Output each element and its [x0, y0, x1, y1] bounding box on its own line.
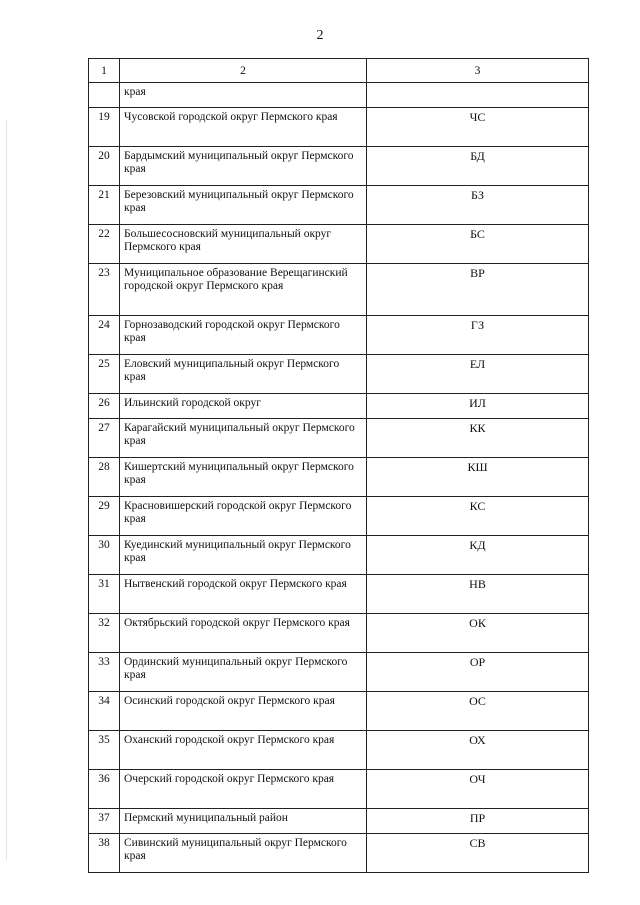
column-header-name: 2: [120, 59, 367, 83]
municipality-name: Пермский муниципальный район: [120, 809, 367, 834]
table-row: [89, 809, 589, 834]
table-row: [89, 614, 589, 653]
municipality-code: ВР: [367, 264, 589, 316]
municipality-code: КД: [367, 536, 589, 575]
municipality-code: ЕЛ: [367, 355, 589, 394]
table-row: [89, 83, 589, 108]
table-row: [89, 536, 589, 575]
table-row: [89, 458, 589, 497]
municipality-name: края: [120, 83, 367, 108]
municipality-name: Красновишерский городской округ Пермского края: [120, 497, 367, 536]
municipality-name: Бардымский муниципальный округ Пермского края: [120, 147, 367, 186]
row-number: 28: [89, 458, 120, 497]
table-row: [89, 394, 589, 419]
row-number: 24: [89, 316, 120, 355]
table-header-row: [89, 59, 589, 83]
column-header-number: 1: [89, 59, 120, 83]
municipality-name: Чусовской городской округ Пермского края: [120, 108, 367, 147]
row-number: 31: [89, 575, 120, 614]
municipality-name: Оханский городской округ Пермского края: [120, 731, 367, 770]
table-row: [89, 834, 589, 873]
row-number: 19: [89, 108, 120, 147]
municipality-code: ОК: [367, 614, 589, 653]
municipality-code: КС: [367, 497, 589, 536]
row-number: 20: [89, 147, 120, 186]
municipality-name: Кишертский муниципальный округ Пермского края: [120, 458, 367, 497]
row-number: [89, 83, 120, 108]
municipality-name: Ильинский городской округ: [120, 394, 367, 419]
table-row: [89, 225, 589, 264]
municipality-code: ГЗ: [367, 316, 589, 355]
row-number: 34: [89, 692, 120, 731]
table-row: [89, 731, 589, 770]
municipality-name: Березовский муниципальный округ Пермского края: [120, 186, 367, 225]
table-row: [89, 355, 589, 394]
municipality-code: НВ: [367, 575, 589, 614]
municipality-code: БД: [367, 147, 589, 186]
row-number: 33: [89, 653, 120, 692]
municipal-codes-table: [88, 58, 589, 873]
municipality-code: ЧС: [367, 108, 589, 147]
row-number: 38: [89, 834, 120, 873]
municipality-name: Осинский городской округ Пермского края: [120, 692, 367, 731]
row-number: 26: [89, 394, 120, 419]
row-number: 36: [89, 770, 120, 809]
municipality-name: Ординский муниципальный округ Пермского края: [120, 653, 367, 692]
municipality-name: Нытвенский городской округ Пермского края: [120, 575, 367, 614]
table-row: [89, 692, 589, 731]
page-number: 2: [316, 28, 324, 43]
table-row: [89, 316, 589, 355]
municipality-name: Очерский городской округ Пермского края: [120, 770, 367, 809]
row-number: 23: [89, 264, 120, 316]
municipality-name: Муниципальное образование Верещагинский городской округ Пермского края: [120, 264, 367, 316]
table-row: [89, 497, 589, 536]
table-row: [89, 770, 589, 809]
municipality-code: КК: [367, 419, 589, 458]
municipality-code: СВ: [367, 834, 589, 873]
column-header-code: 3: [367, 59, 589, 83]
row-number: 21: [89, 186, 120, 225]
row-number: 30: [89, 536, 120, 575]
municipality-code: ОЧ: [367, 770, 589, 809]
table-row: [89, 419, 589, 458]
table-row: [89, 653, 589, 692]
municipality-code: ПР: [367, 809, 589, 834]
municipality-name: Куединский муниципальный округ Пермского края: [120, 536, 367, 575]
municipality-code: БЗ: [367, 186, 589, 225]
municipality-name: Октябрьский городской округ Пермского края: [120, 614, 367, 653]
municipality-name: Сивинский муниципальный округ Пермского края: [120, 834, 367, 873]
municipality-code: ОС: [367, 692, 589, 731]
municipality-code: ОХ: [367, 731, 589, 770]
municipality-code: КШ: [367, 458, 589, 497]
row-number: 25: [89, 355, 120, 394]
municipality-code: ИЛ: [367, 394, 589, 419]
municipality-code: ОР: [367, 653, 589, 692]
row-number: 27: [89, 419, 120, 458]
table-row: [89, 108, 589, 147]
table-row: [89, 575, 589, 614]
municipality-code: БС: [367, 225, 589, 264]
table-row: [89, 147, 589, 186]
table-row: [89, 264, 589, 316]
scan-edge-line: [6, 120, 7, 860]
row-number: 37: [89, 809, 120, 834]
municipality-name: Карагайский муниципальный округ Пермского края: [120, 419, 367, 458]
row-number: 32: [89, 614, 120, 653]
table-row: [89, 186, 589, 225]
municipality-name: Еловский муниципальный округ Пермского края: [120, 355, 367, 394]
municipality-name: Большесосновский муниципальный округ Пермского края: [120, 225, 367, 264]
row-number: 35: [89, 731, 120, 770]
municipality-name: Горнозаводский городской округ Пермского края: [120, 316, 367, 355]
municipality-code: [367, 83, 589, 108]
row-number: 29: [89, 497, 120, 536]
row-number: 22: [89, 225, 120, 264]
